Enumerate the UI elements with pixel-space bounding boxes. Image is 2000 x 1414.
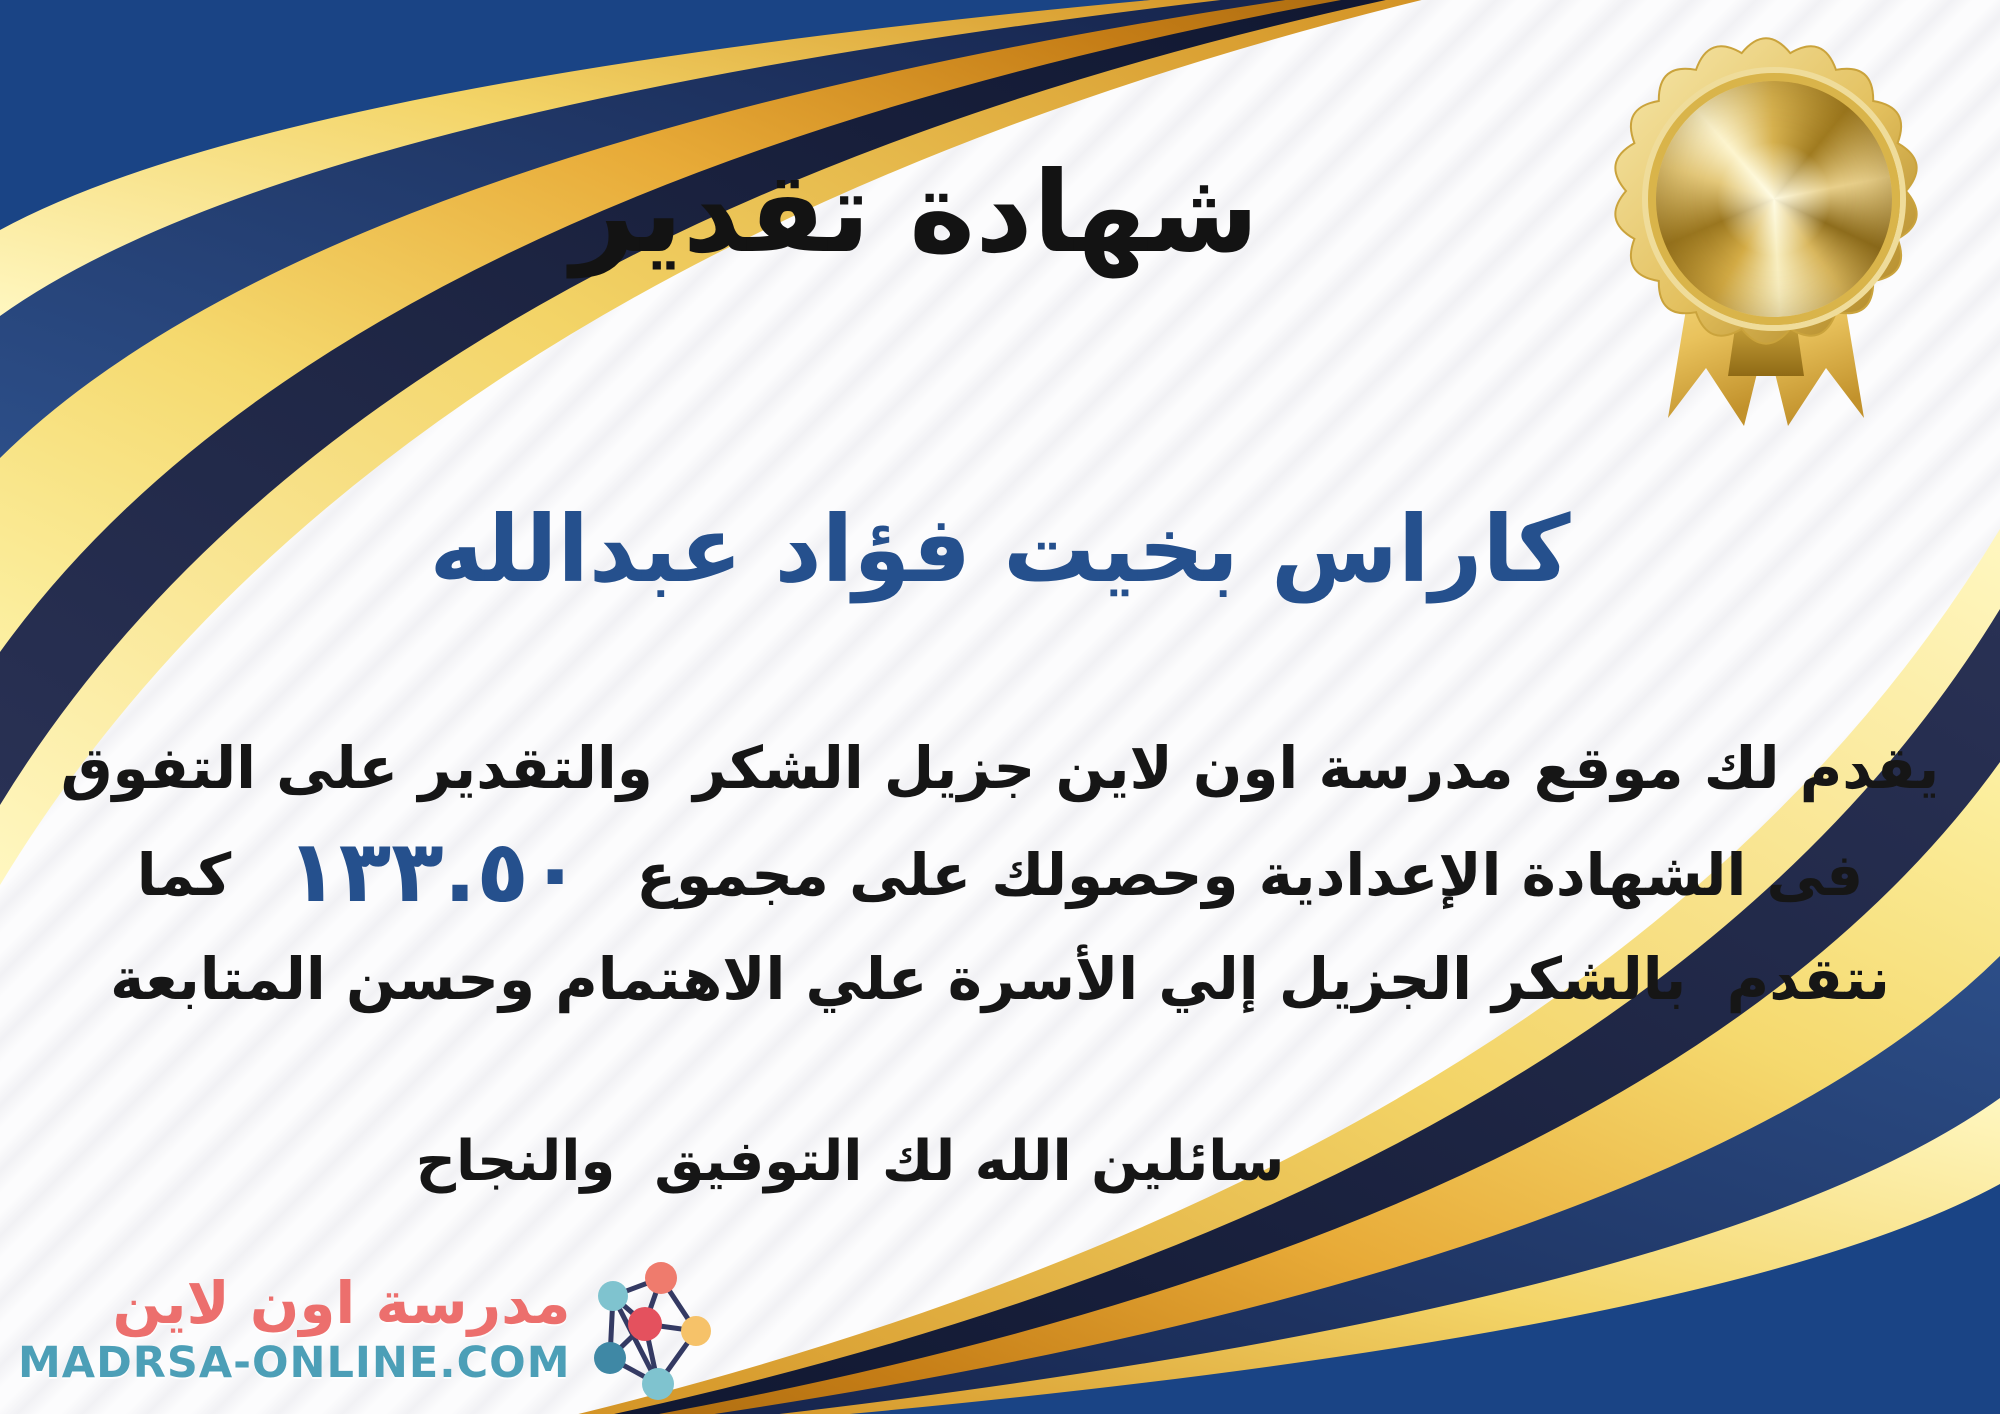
node-center bbox=[628, 1307, 662, 1341]
body-line-3: نتقدم بالشكر الجزيل إلي الأسرة علي الاهتمام وحسن المتابعة bbox=[110, 945, 1890, 1013]
certificate-body bbox=[40, 716, 1960, 1031]
body-line-2-suffix: كما bbox=[136, 841, 232, 909]
node-top bbox=[645, 1262, 677, 1294]
logo-domain-text: MADRSA-ONLINE.COM bbox=[18, 1338, 571, 1388]
node-right bbox=[681, 1316, 711, 1346]
closing-line: سائلين الله لك التوفيق والنجاح bbox=[415, 1129, 1285, 1194]
certificate-title: شهادة تقدير bbox=[571, 148, 1259, 278]
total-score: ١٣٣.٥٠ bbox=[286, 822, 582, 922]
body-line-1: يقدم لك موقع مدرسة اون لاين جزيل الشكر والتقدير على التفوق bbox=[60, 734, 1940, 802]
student-name: كاراس بخيت فؤاد عبدالله bbox=[429, 496, 1571, 603]
logo-arabic-text: مدرسة اون لاين bbox=[112, 1269, 571, 1337]
site-logo bbox=[18, 1256, 718, 1406]
node-lower-left bbox=[594, 1342, 626, 1374]
network-graph-icon bbox=[583, 1256, 718, 1406]
logo-text-column bbox=[18, 1271, 571, 1391]
body-line-2 bbox=[40, 820, 1960, 927]
node-upper-left bbox=[598, 1281, 628, 1311]
node-bottom bbox=[642, 1368, 674, 1400]
body-line-2-prefix: فى الشهادة الإعدادية وحصولك على مجموع bbox=[636, 841, 1864, 909]
